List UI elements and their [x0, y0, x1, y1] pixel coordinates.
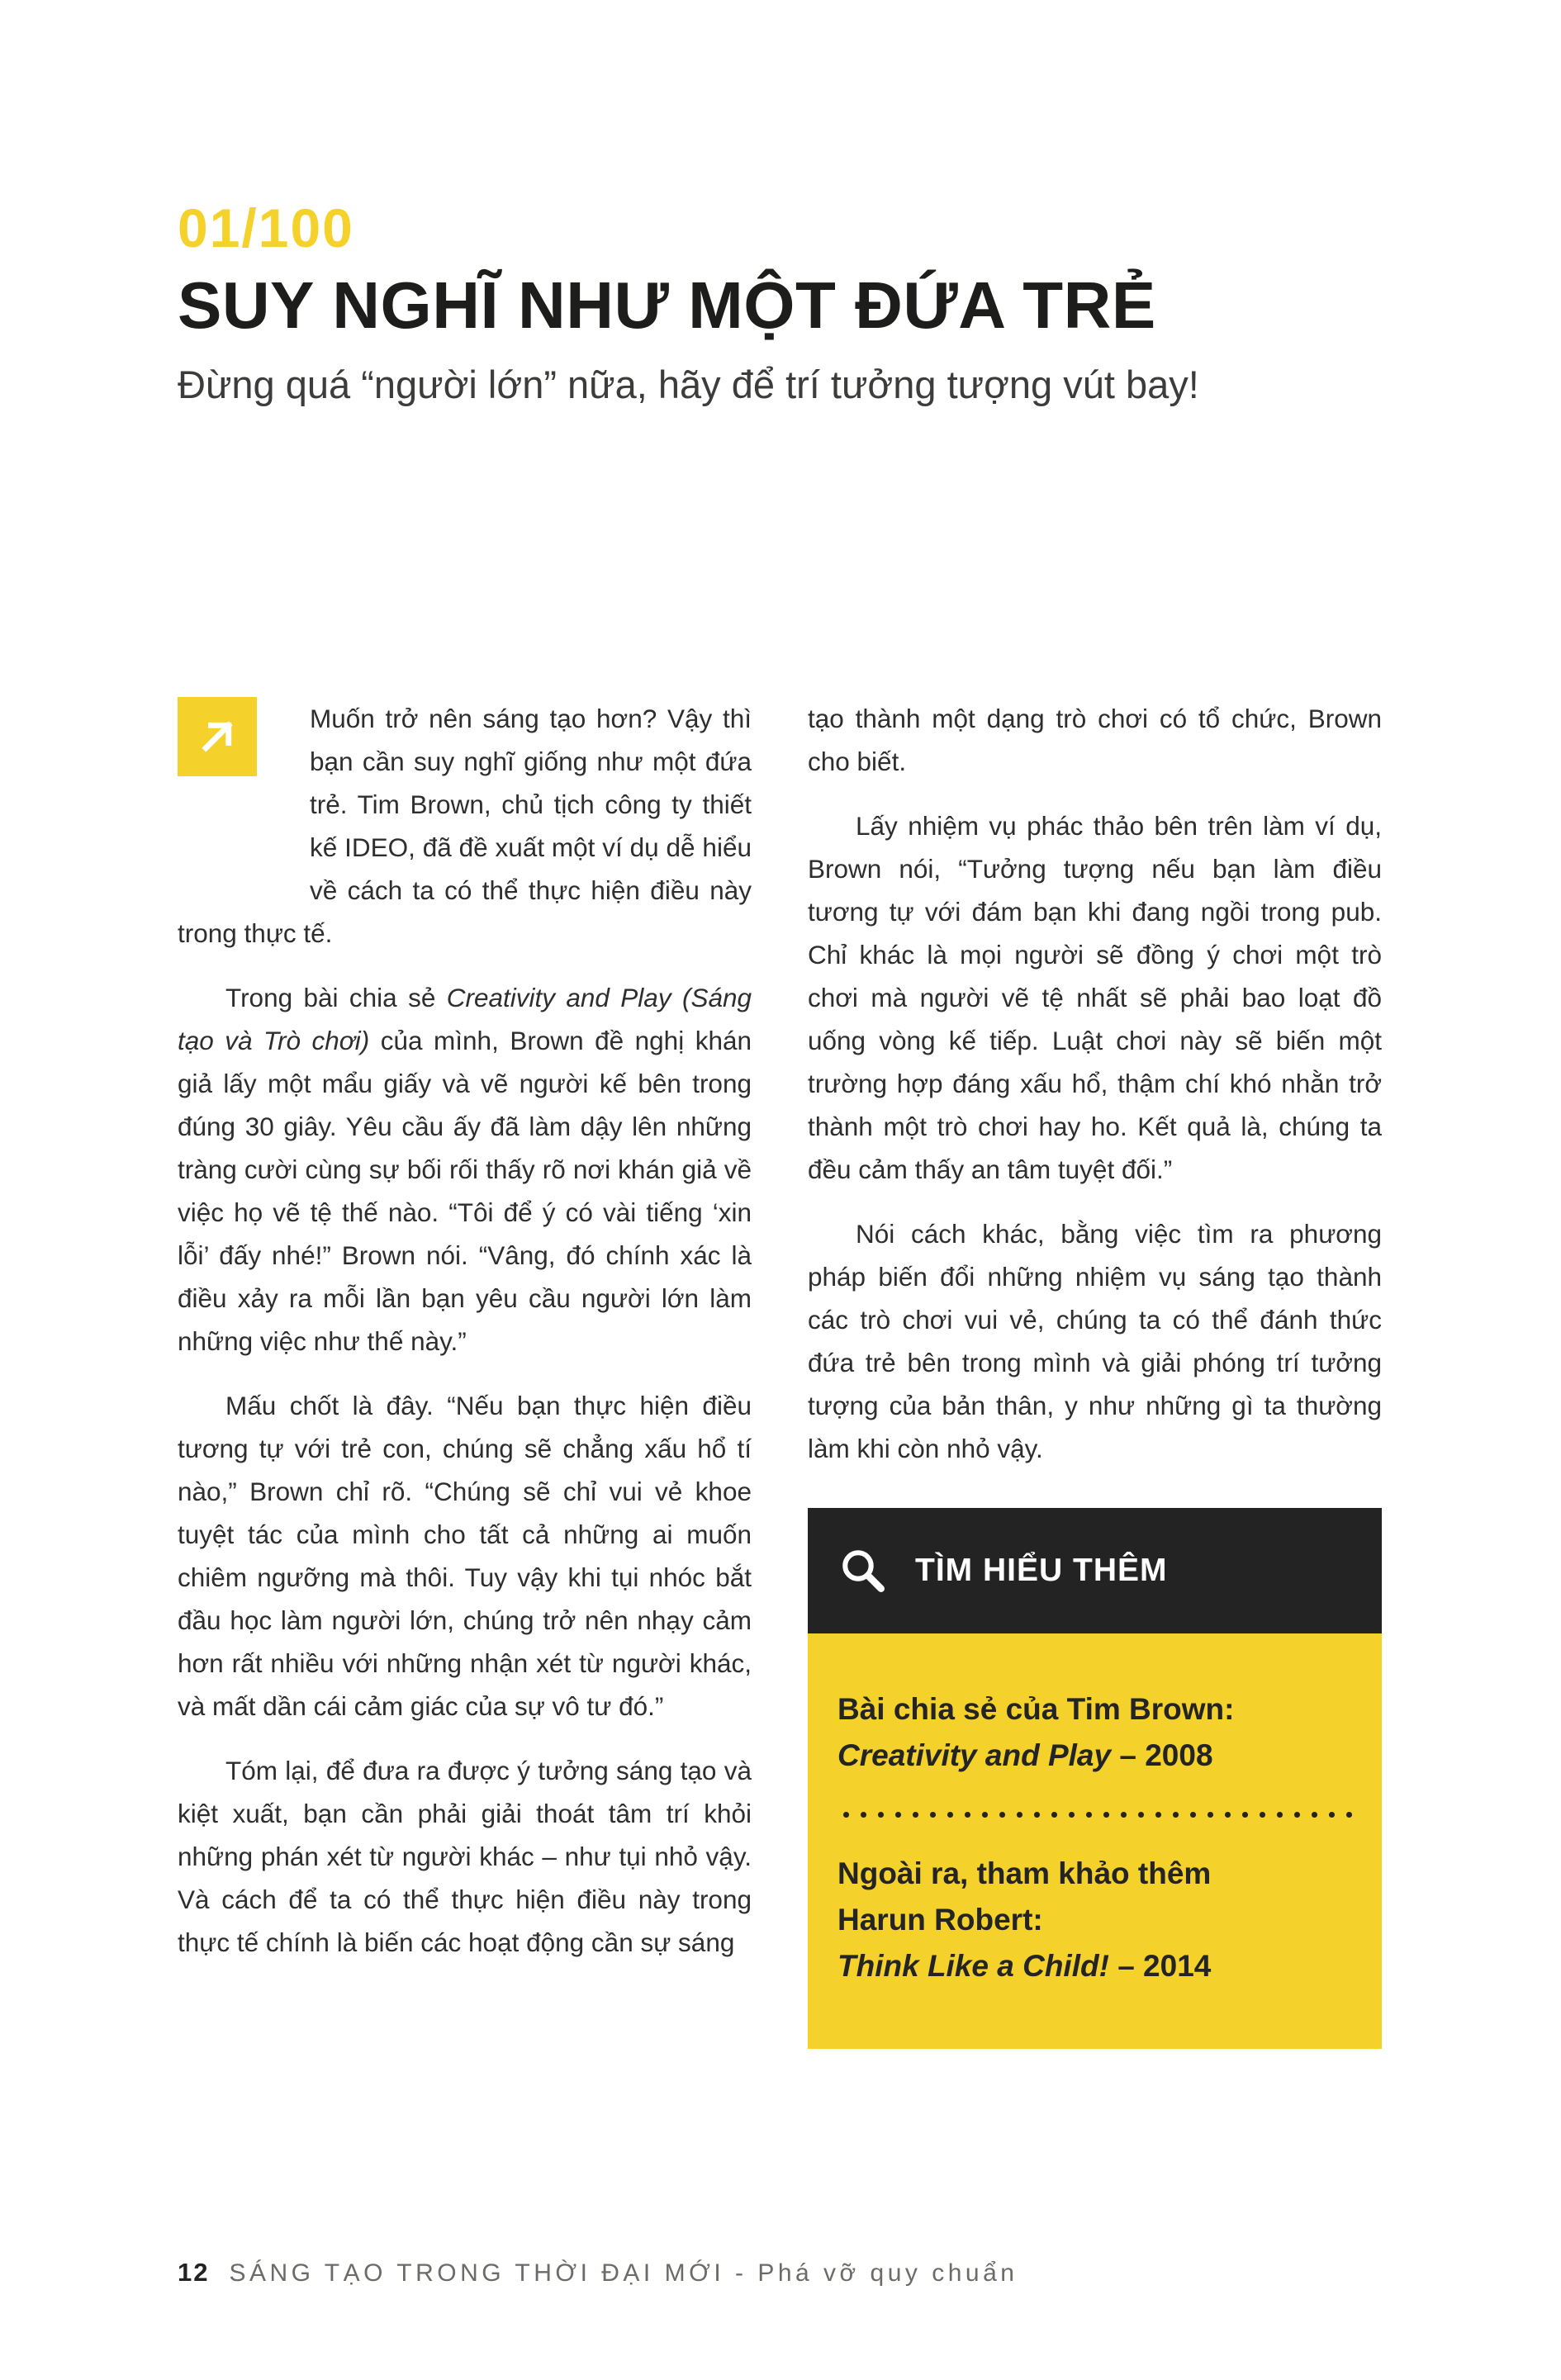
paragraph [178, 697, 752, 955]
paragraph-text: Muốn trở nên sáng tạo hơn? Vậy thì bạn cần suy nghĩ giống như một đứa trẻ. Tim Brown, chủ tịch công ty thiết kế IDEO, đã đề xuất một ví dụ dễ hiểu về cách ta có thể thực hiện điều này trong thực tế. [178, 704, 752, 949]
article-body [178, 697, 1383, 2049]
paragraph: Lấy nhiệm vụ phác thảo bên trên làm ví dụ, Brown nói, “Tưởng tượng nếu bạn làm điều tương tự với đám bạn khi đang ngồi trong pub. Chỉ khác là mọi người sẽ đồng ý chơi một trò chơi mà người vẽ tệ nhất sẽ phải bao loạt đồ uống vòng kế tiếp. Luật chơi này sẽ biến một trường hợp đáng xấu hổ, thậm chí khó nhằn trở thành một trò chơi hay ho. Kết quả là, chúng ta đều cảm thấy an tâm tuyệt đối.” [808, 811, 1382, 1185]
paragraph: Trong bài chia sẻ Creativity and Play (Sáng tạo và Trò chơi) của mình, Brown đề nghị khán giả lấy một mẩu giấy và vẽ người kế bên trong đúng 30 giây. Yêu cầu ấy đã làm dậy lên những tràng cười cùng sự bối rối thấy rõ nơi khán giả về việc họ vẽ tệ thế nào. “Tôi để ý có vài tiếng ‘xin lỗi’ đấy nhé!” Brown nói. “Vâng, đó chính xác là điều xảy ra mỗi lần bạn yêu cầu người lớn làm những việc như thế này.” [178, 983, 752, 1357]
chapter-number: 01/100 [178, 197, 354, 258]
chapter-title: SUY NGHĨ NHƯ MỘT ĐỨA TRẺ [178, 268, 1156, 342]
reference-lead: Ngoài ra, tham khảo thêm [837, 1856, 1212, 1891]
page-footer [178, 2258, 1383, 2288]
left-column [178, 697, 752, 1964]
learn-more-title: TÌM HIỂU THÊM [915, 1553, 1168, 1589]
lead-icon-wrap [178, 697, 310, 874]
reference-title: Creativity and Play [837, 1738, 1112, 1773]
reference-item [837, 1686, 1352, 1779]
reference-lead: Bài chia sẻ của Tim Brown: [837, 1692, 1235, 1727]
footer-title: SÁNG TẠO TRONG THỜI ĐẠI MỚI - Phá vỡ quy chuẩn [229, 2259, 1018, 2287]
chapter-subtitle: Đừng quá “người lớn” nữa, hãy để trí tưởng tượng vút bay! [178, 363, 1199, 406]
reference-year: – 2008 [1111, 1738, 1213, 1773]
arrow-up-right-icon [178, 697, 257, 776]
right-column [808, 697, 1382, 2049]
paragraph: Tóm lại, để đưa ra được ý tưởng sáng tạo và kiệt xuất, bạn cần phải giải thoát tâm trí khỏi những phán xét từ người khác – như tụi nhỏ vậy. Và cách để ta có thể thực hiện điều này trong thực tế chính là biến các hoạt động cần sự sáng [178, 1756, 752, 1958]
chapter-header [178, 197, 1383, 408]
reference-year: – 2014 [1108, 1949, 1212, 1984]
paragraph: Nói cách khác, bằng việc tìm ra phương pháp biến đổi những nhiệm vụ sáng tạo thành các trò chơi vui vẻ, chúng ta có thể đánh thức đứa trẻ bên trong mình và giải phóng trí tưởng tượng của bản thân, y như những gì ta thường làm khi còn nhỏ vậy. [808, 1219, 1382, 1464]
reference-author: Harun Robert: [837, 1903, 1043, 1937]
paragraph: Mấu chốt là đây. “Nếu bạn thực hiện điều tương tự với trẻ con, chúng sẽ chẳng xấu hổ tí nào,” Brown chỉ rõ. “Chúng sẽ chỉ vui vẻ khoe tuyệt tác của mình cho tất cả những ai muốn chiêm ngưỡng mà thôi. Tuy vậy khi tụi nhóc bắt đầu học làm người lớn, chúng trở nên nhạy cảm hơn rất nhiều với những nhận xét từ người khác, và mất dần cái cảm giác của sự vô tư đó.” [178, 1391, 752, 1722]
dotted-divider [837, 1812, 1352, 1818]
learn-more-header [808, 1508, 1382, 1633]
page-number: 12 [178, 2258, 210, 2287]
paragraph: tạo thành một dạng trò chơi có tổ chức, Brown cho biết. [808, 704, 1382, 777]
learn-more-body [808, 1633, 1382, 2049]
reference-title: Think Like a Child! [837, 1949, 1109, 1984]
magnifier-icon [839, 1547, 887, 1595]
reference-item [837, 1851, 1352, 1989]
learn-more-box [808, 1508, 1382, 2049]
